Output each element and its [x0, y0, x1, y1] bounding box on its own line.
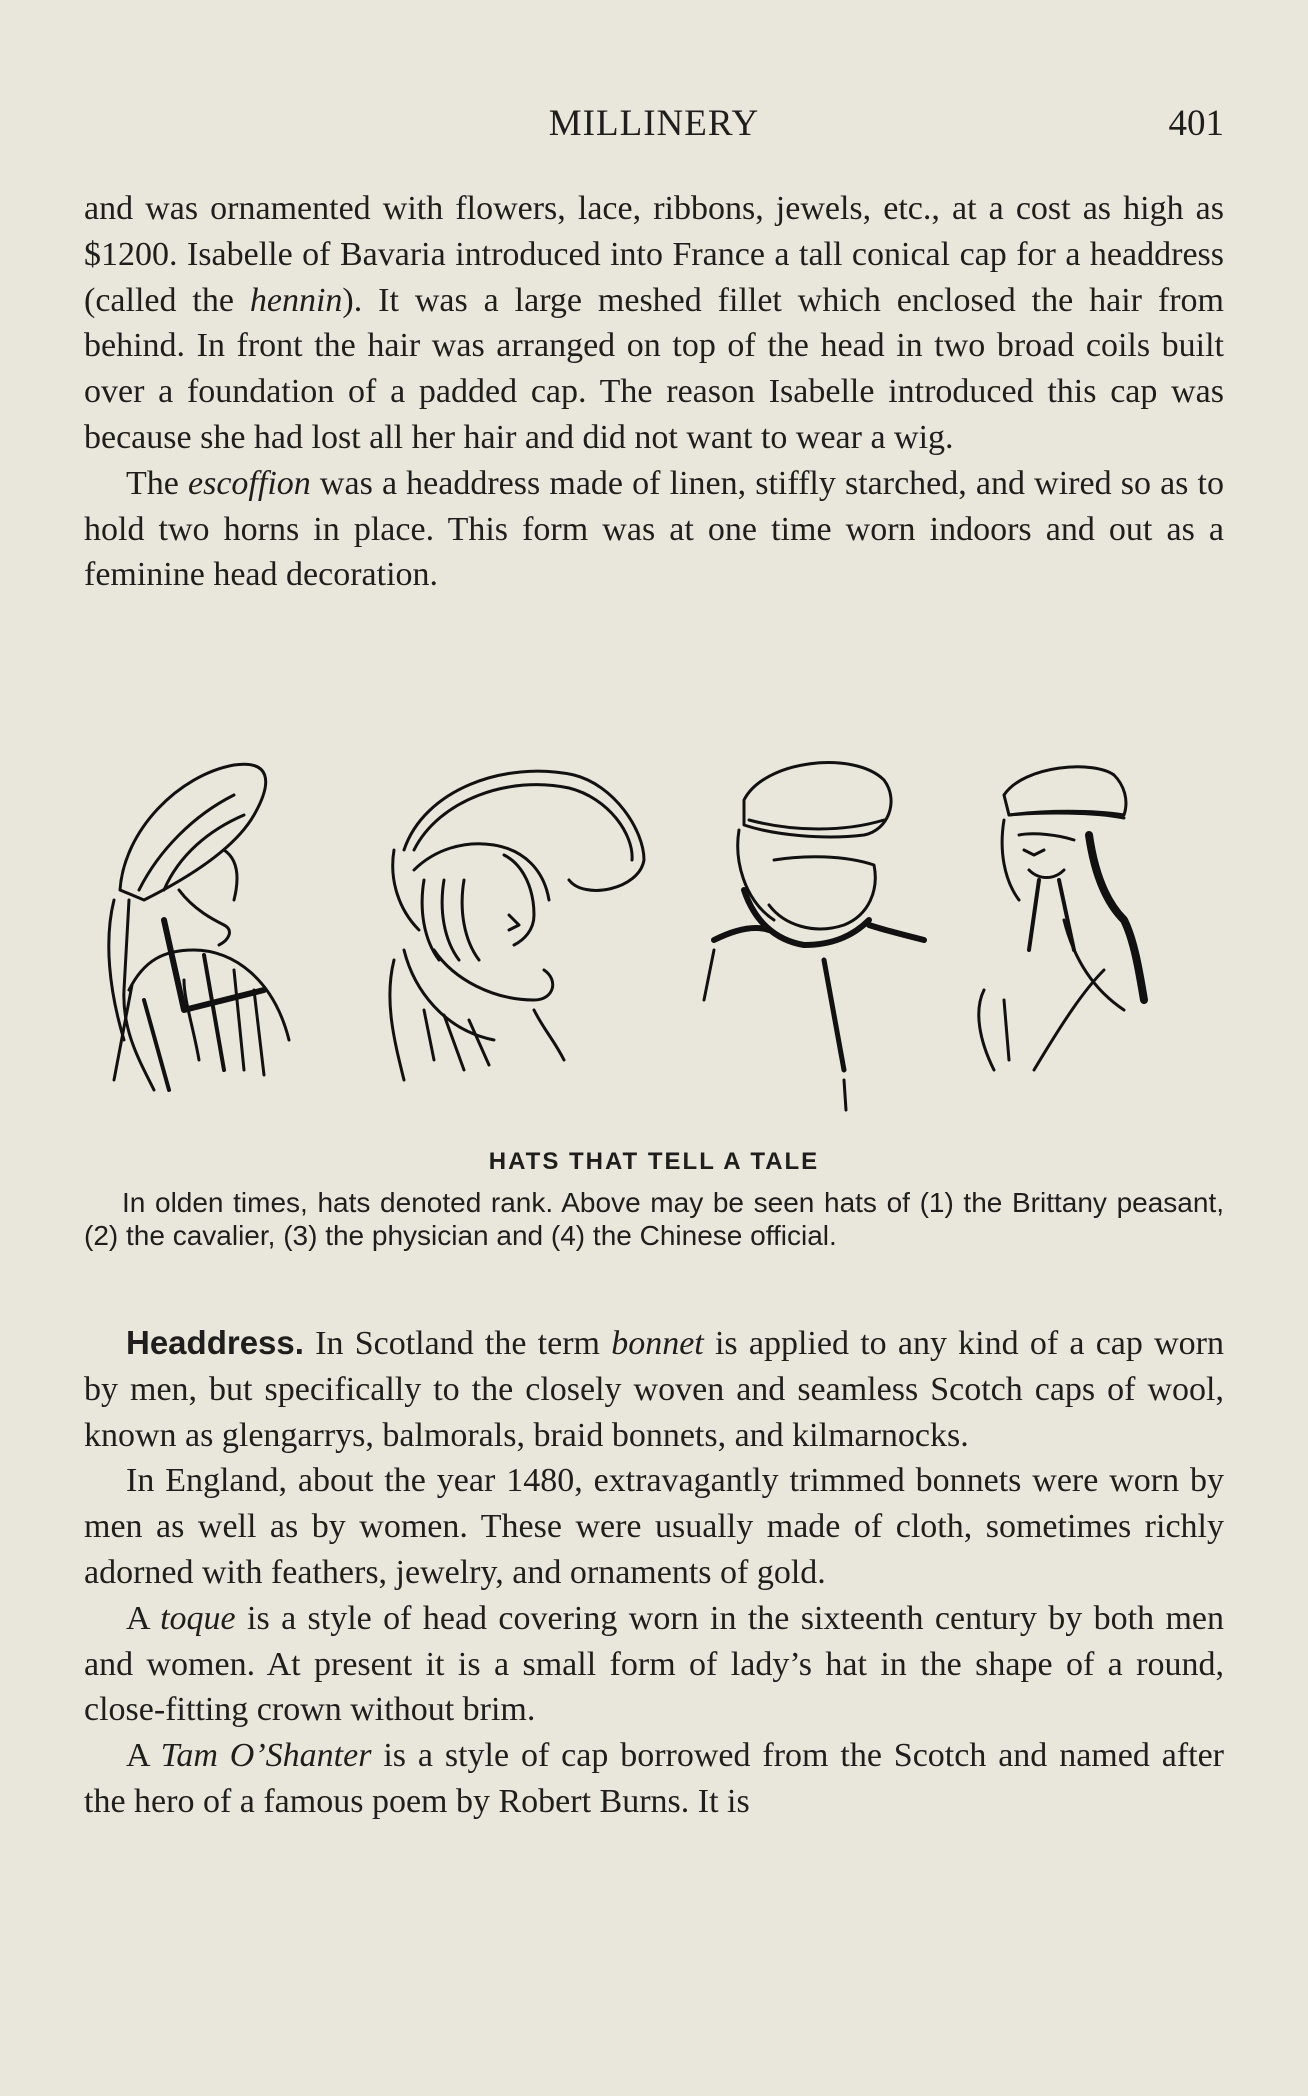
paragraph: [84, 1458, 1224, 1595]
figure-caption-text: In olden times, hats denoted rank. Above may be seen hats of (1) the Brittany peasant, (2) the cavalier, (3) the physician and (4) the Chinese official.: [84, 1187, 1224, 1251]
paragraph: [84, 186, 1224, 461]
paragraph-text: is applied to any kind of a cap worn by men, but specifically to the closely woven and seamless Scotch caps of wool, known as glengarrys, balmorals, braid bonnets, and kilmarnocks.: [84, 1325, 1224, 1454]
chinese-official-illustration: [979, 767, 1144, 1070]
paragraph-text: The: [126, 464, 189, 502]
italic-term: bonnet: [611, 1325, 704, 1362]
paragraph: [84, 1596, 1224, 1733]
italic-term: escoffion: [188, 464, 311, 502]
paragraph-text: and was ornamented with flowers, lace, ribbons, jewels, etc., at a cost as high as $1200. Isabelle of Bavaria introduced into France a tall conical cap for a headdress (called the: [84, 190, 1224, 319]
section-headword: Headdress.: [126, 1324, 304, 1361]
paragraph: [84, 1320, 1224, 1458]
physician-illustration: [704, 763, 924, 1110]
italic-term: toque: [160, 1599, 236, 1637]
paragraph-text: is a style of cap borrowed from the Scotch and named after the hero of a famous poem by Robert Burns. It is: [84, 1737, 1224, 1820]
paragraph-text: A: [126, 1599, 161, 1637]
paragraph: [84, 1733, 1224, 1825]
italic-term: hennin: [249, 281, 343, 319]
paragraph-text: ). It was a large meshed fillet which enclosed the hair from behind. In front the hair was arranged on top of the head in two broad coils built over a foundation of a padded cap. The reason Isabelle introduced this cap was because she had lost all her hair and did not want to wear a wig.: [84, 281, 1225, 456]
paragraph-text: In England, about the year 1480, extravagantly trimmed bonnets were worn by men as well as by women. These were usually made of cloth, sometimes richly adorned with feathers, jewelry, and ornaments of gold.: [84, 1462, 1224, 1591]
body-text-top: [84, 186, 1224, 598]
italic-term: Tam O’Shanter: [160, 1737, 372, 1775]
paragraph: [84, 461, 1224, 598]
running-title: MILLINERY: [548, 103, 760, 144]
body-text-bottom: [84, 1320, 1224, 1825]
figure-caption-title: HATS THAT TELL A TALE: [488, 1148, 820, 1175]
cavalier-illustration: [390, 771, 644, 1080]
paragraph-text: is a style of head covering worn in the sixteenth century by both men and women. At present it is a small form of lady’s hat in the shape of a round, close-fitting crown without brim.: [84, 1599, 1225, 1729]
brittany-peasant-illustration: [109, 764, 289, 1090]
paragraph-text: A: [126, 1737, 161, 1775]
hats-illustration: [84, 740, 1224, 1140]
paragraph-text: In Scotland the term: [303, 1325, 612, 1362]
running-head: [84, 102, 1224, 152]
page-number: 401: [1168, 103, 1224, 144]
paragraph-text: was a headdress made of linen, stiffly starched, and wired so as to hold two horns in place. This form was at one time worn indoors and out as a feminine head decoration.: [84, 464, 1225, 594]
